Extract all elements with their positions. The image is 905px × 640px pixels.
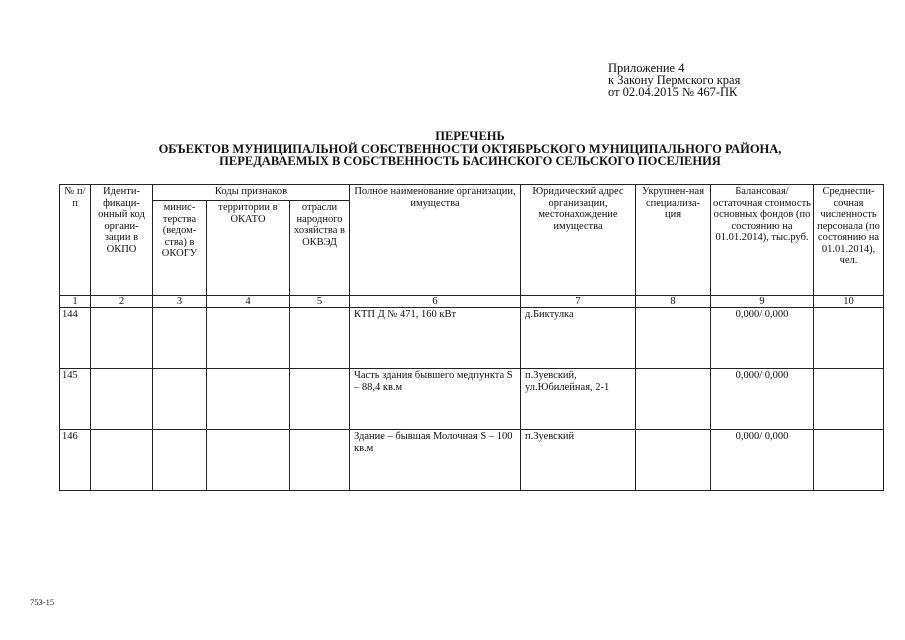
- header-spec: Укрупнен-ная специализа-ция: [636, 185, 711, 296]
- table-row: [60, 430, 884, 491]
- column-number: 5: [290, 296, 350, 308]
- column-number: 6: [350, 296, 521, 308]
- header-codes: Коды признаков: [153, 185, 350, 201]
- cell-okato: [207, 369, 290, 430]
- title-line: ПЕРЕЧЕНЬ: [435, 129, 505, 143]
- cell-balance: 0,000/ 0,000: [711, 430, 814, 491]
- cell-okpo: [91, 308, 153, 369]
- header-okpo: Иденти-фикаци-онный код органи-зации в ОКПО: [91, 185, 153, 296]
- cell-okpo: [91, 430, 153, 491]
- cell-spec: [636, 308, 711, 369]
- cell-name: Здание – бывшая Молочная S – 100 кв.м: [350, 430, 521, 491]
- cell-staff: [814, 308, 884, 369]
- cell-okogu: [153, 430, 207, 491]
- cell-address: п.Зуевский, ул.Юбилейная, 2-1: [521, 369, 636, 430]
- column-number: 3: [153, 296, 207, 308]
- cell-staff: [814, 369, 884, 430]
- column-number: 10: [814, 296, 884, 308]
- cell-n: 144: [60, 308, 91, 369]
- title-line: ОБЪЕКТОВ МУНИЦИПАЛЬНОЙ СОБСТВЕННОСТИ ОКТЯБРЬСКОГО МУНИЦИПАЛЬНОГО РАЙОНА,: [158, 141, 782, 156]
- header-name: Полное наименование организации, имущества: [350, 185, 521, 296]
- document-code: 753-15: [30, 597, 55, 607]
- cell-okved: [290, 430, 350, 491]
- table-row: [60, 308, 884, 369]
- document-title: [40, 130, 900, 168]
- table-row: [60, 369, 884, 430]
- cell-name: КТП Д № 471, 160 кВт: [350, 308, 521, 369]
- cell-okpo: [91, 369, 153, 430]
- appendix-line: Приложение 4: [608, 61, 685, 75]
- cell-staff: [814, 430, 884, 491]
- cell-n: 146: [60, 430, 91, 491]
- column-number: 9: [711, 296, 814, 308]
- cell-okogu: [153, 369, 207, 430]
- column-number: 8: [636, 296, 711, 308]
- header-balance: Балансовая/ остаточная стоимость основных фондов (по состоянию на 01.01.2014), тыс.руб.: [711, 185, 814, 296]
- cell-address: д.Биктулка: [521, 308, 636, 369]
- column-number: 4: [207, 296, 290, 308]
- objects-table: [59, 184, 884, 491]
- cell-okato: [207, 308, 290, 369]
- cell-address: п.Зуевский: [521, 430, 636, 491]
- cell-okogu: [153, 308, 207, 369]
- header-okato: территории в ОКАТО: [207, 201, 290, 296]
- cell-okved: [290, 369, 350, 430]
- header-okogu: минис-терства (ведом-ства) в ОКОГУ: [153, 201, 207, 296]
- column-numbers-row: [60, 296, 884, 308]
- cell-okved: [290, 308, 350, 369]
- appendix-line: от 02.04.2015 № 467-ПК: [608, 85, 738, 99]
- column-number: 2: [91, 296, 153, 308]
- cell-n: 145: [60, 369, 91, 430]
- cell-balance: 0,000/ 0,000: [711, 308, 814, 369]
- header-row: [60, 185, 884, 201]
- header-staff: Среднеспи-сочная численность персонала (по состоянию на 01.01.2014), чел.: [814, 185, 884, 296]
- header-address: Юридический адрес организации, местонахождение имущества: [521, 185, 636, 296]
- cell-balance: 0,000/ 0,000: [711, 369, 814, 430]
- column-number: 7: [521, 296, 636, 308]
- column-number: 1: [60, 296, 91, 308]
- appendix-line: к Закону Пермского края: [608, 73, 741, 87]
- header-okved: отрасли народного хозяйства в ОКВЭД: [290, 201, 350, 296]
- header-n: № п/п: [60, 185, 91, 296]
- cell-name: Часть здания бывшего медпункта S – 88,4 кв.м: [350, 369, 521, 430]
- appendix-note: [608, 62, 740, 98]
- cell-okato: [207, 430, 290, 491]
- cell-spec: [636, 369, 711, 430]
- title-line: ПЕРЕДАВАЕМЫХ В СОБСТВЕННОСТЬ БАСИНСКОГО СЕЛЬСКОГО ПОСЕЛЕНИЯ: [219, 154, 721, 168]
- cell-spec: [636, 430, 711, 491]
